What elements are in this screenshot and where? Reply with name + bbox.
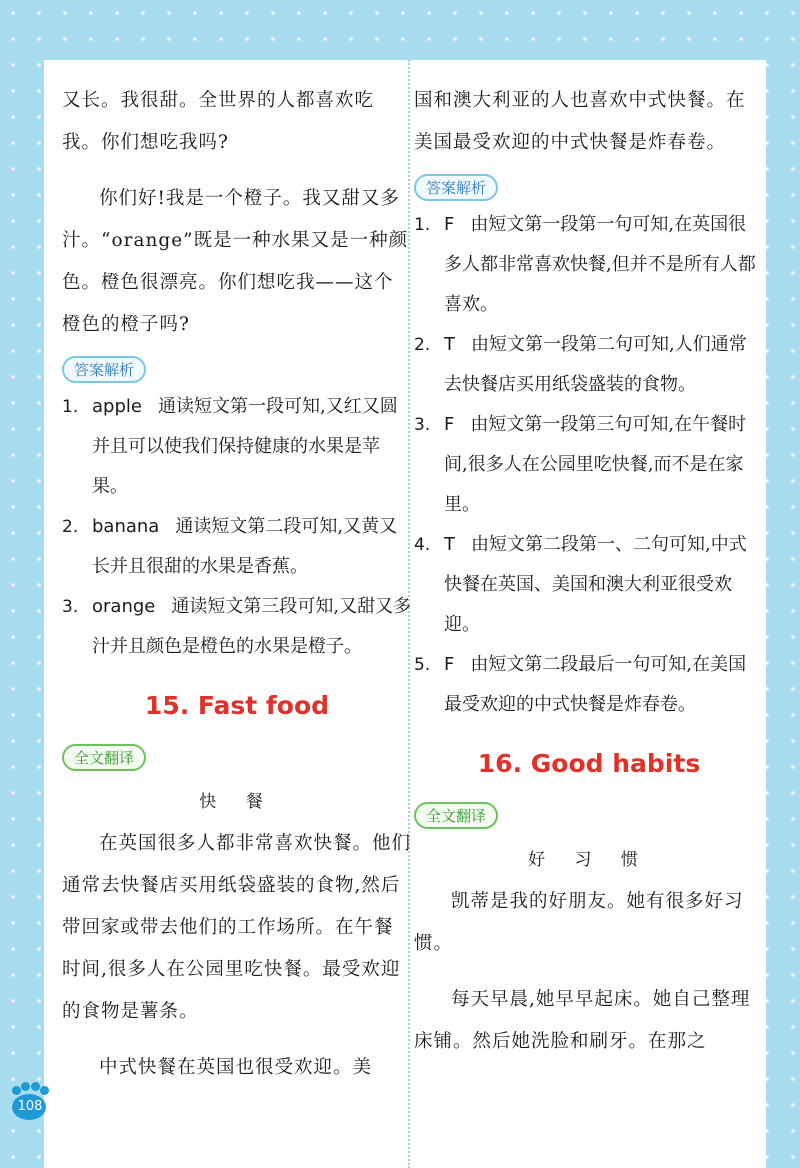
answer-text: 由短文第二段第一、二句可知,中式快餐在英国、美国和澳大利亚很受欢迎。: [444, 534, 747, 635]
text-paragraph: 每天早晨,她早早起床。她自己整理床铺。然后她洗脸和刷牙。在那之: [414, 989, 751, 1052]
answer-text: 通读短文第一段可知,又红又圆并且可以使我们保持健康的水果是苹果。: [92, 396, 398, 497]
answer-number: 2.: [62, 517, 79, 537]
text-paragraph: 你们好!我是一个橙子。我又甜又多汁。“orange”既是一种水果又是一种颜色。橙色很漂亮。你们想吃我——这个橙色的橙子吗?: [62, 188, 409, 335]
text-paragraph: 又长。我很甜。全世界的人都喜欢吃我。你们想吃我吗?: [62, 90, 375, 153]
answer-text: 由短文第一段第二句可知,人们通常去快餐店买用纸袋盛装的食物。: [444, 334, 747, 395]
page: [44, 60, 766, 1168]
answer-item: [414, 645, 764, 725]
answer-key: banana: [92, 516, 160, 537]
answer-item: [62, 387, 412, 507]
answer-text: 由短文第一段第三句可知,在午餐时间,很多人在公园里吃快餐,而不是在家里。: [444, 414, 747, 515]
answer-number: 5.: [414, 655, 431, 675]
answer-number: 1.: [414, 215, 431, 235]
article-title: 好 习 惯: [528, 850, 650, 870]
answer-key: F: [444, 654, 455, 675]
left-column: [62, 60, 412, 1089]
answer-item: [414, 405, 764, 525]
text-paragraph: 中式快餐在英国也很受欢迎。美: [99, 1057, 373, 1078]
answer-number: 1.: [62, 397, 79, 417]
answer-key: T: [444, 334, 455, 355]
answer-item: [62, 507, 412, 587]
answer-item: [414, 205, 764, 325]
answer-analysis-badge: 答案解析: [414, 174, 498, 201]
right-column: [414, 60, 764, 1063]
full-translation-badge: 全文翻译: [62, 744, 146, 771]
answer-key: apple: [92, 396, 142, 417]
answer-number: 4.: [414, 535, 431, 555]
text-paragraph: 在英国很多人都非常喜欢快餐。他们通常去快餐店买用纸袋盛装的食物,然后带回家或带去他们的工作场所。在午餐时间,很多人在公园里吃快餐。最受欢迎的食物是薯条。: [62, 833, 412, 1022]
answer-key: T: [444, 534, 455, 555]
answer-text: 由短文第二段最后一句可知,在美国最受欢迎的中式快餐是炸春卷。: [444, 654, 747, 715]
answer-text: 通读短文第三段可知,又甜又多汁并且颜色是橙色的水果是橙子。: [92, 596, 412, 657]
answer-number: 3.: [62, 597, 79, 617]
answer-key: F: [444, 414, 455, 435]
answer-item: [62, 587, 412, 667]
page-number: 108: [17, 1099, 43, 1114]
article-title: 快 餐: [199, 792, 275, 812]
answer-text: 通读短文第二段可知,又黄又长并且很甜的水果是香蕉。: [92, 516, 398, 577]
answer-key: orange: [92, 596, 156, 617]
answer-number: 3.: [414, 415, 431, 435]
answer-item: [414, 325, 764, 405]
answer-analysis-badge: 答案解析: [62, 356, 146, 383]
section-title: 15. Fast food: [144, 691, 330, 720]
answer-number: 2.: [414, 335, 431, 355]
answer-text: 由短文第一段第一句可知,在英国很多人都非常喜欢快餐,但并不是所有人都喜欢。: [444, 214, 756, 315]
answer-key: F: [444, 214, 455, 235]
page-number-paw-icon: [10, 1082, 50, 1122]
text-paragraph: 国和澳大利亚的人也喜欢中式快餐。在美国最受欢迎的中式快餐是炸春卷。: [414, 90, 746, 153]
text-paragraph: 凯蒂是我的好朋友。她有很多好习惯。: [414, 891, 744, 954]
section-title: 16. Good habits: [477, 749, 701, 778]
answer-item: [414, 525, 764, 645]
full-translation-badge: 全文翻译: [414, 802, 498, 829]
